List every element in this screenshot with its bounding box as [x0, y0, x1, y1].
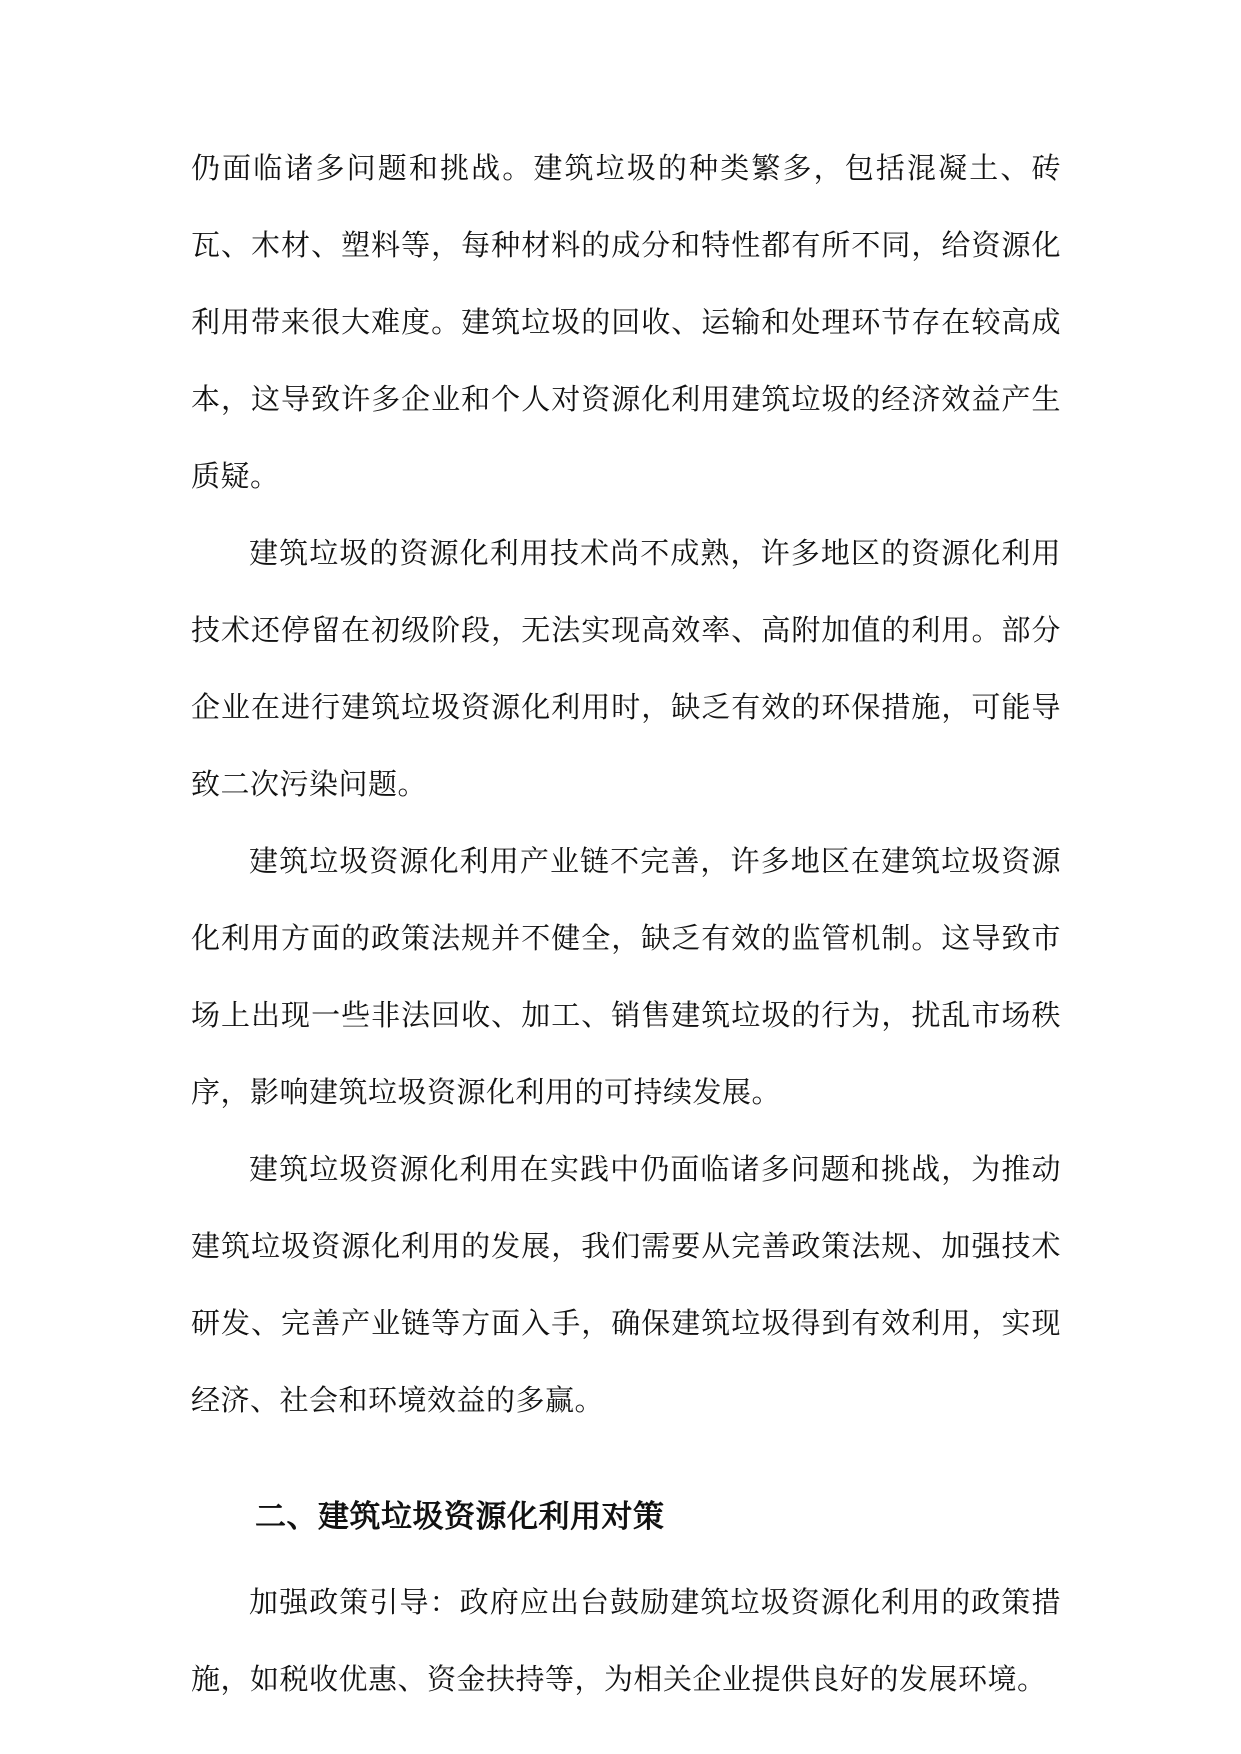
paragraph-policy-guidance: 加强政策引导：政府应出台鼓励建筑垃圾资源化利用的政策措施，如税收优惠、资金扶持等，为相关企业提供良好的发展环境。 [191, 1585, 1061, 1696]
paragraph-continuation: 仍面临诸多问题和挑战。建筑垃圾的种类繁多，包括混凝土、砖瓦、木材、塑料等，每种材料的成分和特性都有所不同，给资源化利用带来很大难度。建筑垃圾的回收、运输和处理环节存在较高成本，这导致许多企业和个人对资源化利用建筑垃圾的经济效益产生质疑。 [191, 151, 1061, 493]
document-body [191, 130, 1061, 1718]
paragraph-summary: 建筑垃圾资源化利用在实践中仍面临诸多问题和挑战，为推动建筑垃圾资源化利用的发展，我们需要从完善政策法规、加强技术研发、完善产业链等方面入手，确保建筑垃圾得到有效利用，实现经济、社会和环境效益的多赢。 [191, 1152, 1061, 1417]
paragraph-technology: 建筑垃圾的资源化利用技术尚不成熟，许多地区的资源化利用技术还停留在初级阶段，无法实现高效率、高附加值的利用。部分企业在进行建筑垃圾资源化利用时，缺乏有效的环保措施，可能导致二次污染问题。 [191, 536, 1061, 801]
paragraph-industry-chain: 建筑垃圾资源化利用产业链不完善，许多地区在建筑垃圾资源化利用方面的政策法规并不健全，缺乏有效的监管机制。这导致市场上出现一些非法回收、加工、销售建筑垃圾的行为，扰乱市场秩序，影响建筑垃圾资源化利用的可持续发展。 [191, 844, 1061, 1109]
section-heading: 二、建筑垃圾资源化利用对策 [255, 1499, 665, 1535]
